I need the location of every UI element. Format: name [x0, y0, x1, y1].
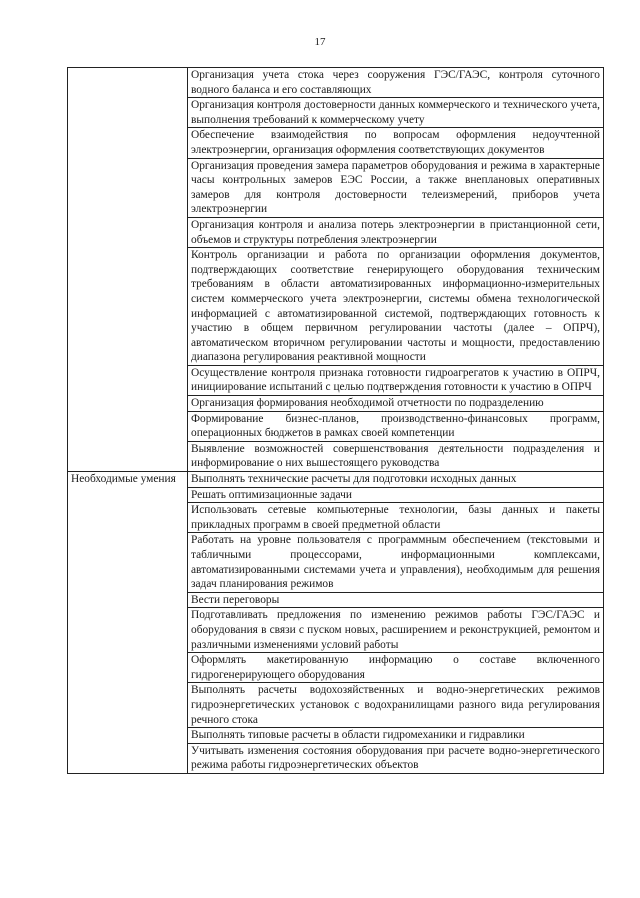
table-cell: Выявление возможностей совершенствования деятельности подразделения и информирование о них вышестоящего руководства — [188, 441, 604, 471]
table-cell: Выполнять типовые расчеты в области гидромеханики и гидравлики — [188, 728, 604, 744]
table-cell: Работать на уровне пользователя с программным обеспечением (текстовыми и табличными процессорами, информационными комплексами, автоматизированными системами учета и управления), необходимым для решения задач планирования режимов — [188, 533, 604, 592]
table-cell: Выполнять технические расчеты для подготовки исходных данных — [188, 472, 604, 488]
requirements-table — [67, 67, 604, 774]
table-cell: Формирование бизнес-планов, производственно-финансовых программ, операционных бюджетов в рамках своей компетенции — [188, 411, 604, 441]
page-number: 17 — [314, 36, 326, 48]
table-cell: Использовать сетевые компьютерные технологии, базы данных и пакеты прикладных программ в своей предметной области — [188, 503, 604, 533]
table-cell: Учитывать изменения состояния оборудования при расчете водно-энергетического режима работы гидроэнергетических объектов — [188, 743, 604, 773]
table-cell: Организация учета стока через сооружения ГЭС/ГАЭС, контроля суточного водного баланса и его составляющих — [188, 68, 604, 98]
table-cell: Контроль организации и работа по организации оформления документов, подтверждающих соответствие генерирующего оборудования техническим требованиям в области автоматизированных информационно-измерительных систем коммерческого учета электроэнергии, системы обмена технологической информацией с автоматизированной системой, подтверждающих готовность к участию в общем первичном регулировании частоты (далее – ОПРЧ), автоматическом вторичном регулировании частоты и мощности, предоставлению диапазона регулирования реактивной мощности — [188, 248, 604, 366]
table-cell: Подготавливать предложения по изменению режимов работы ГЭС/ГАЭС и оборудования в связи с пуском новых, расширением и реконструкцией, ремонтом и различными изменениями условий работы — [188, 608, 604, 653]
table-cell: Осуществление контроля признака готовности гидроагрегатов к участию в ОПРЧ, инициирование испытаний с целью подтверждения готовности к участию в ОПРЧ — [188, 365, 604, 395]
table-cell: Обеспечение взаимодействия по вопросам оформления недоучтенной электроэнергии, организация оформления соответствующих документов — [188, 128, 604, 158]
table-cell: Решать оптимизационные задачи — [188, 487, 604, 503]
table-cell: Вести переговоры — [188, 592, 604, 608]
table-row — [68, 68, 604, 98]
table-cell: Оформлять макетированную информацию о составе включенного гидрогенерирующего оборудования — [188, 653, 604, 683]
table-row — [68, 472, 604, 488]
table-cell: Организация проведения замера параметров оборудования и режима в характерные часы контрольных замеров ЕЭС России, а также внеплановых оперативных замеров для контроля достоверности телеизмерений, приборов учета электроэнергии — [188, 158, 604, 217]
section-label-skills: Необходимые умения — [68, 472, 188, 774]
table-cell: Выполнять расчеты водохозяйственных и водно-энергетических режимов гидроэнергетических установок с водохранилищами разного вида регулирования речного стока — [188, 683, 604, 728]
section-label-empty — [68, 68, 188, 472]
table-cell: Организация формирования необходимой отчетности по подразделению — [188, 396, 604, 412]
table-cell: Организация контроля и анализа потерь электроэнергии в пристанционной сети, объемов и структуры потребления электроэнергии — [188, 217, 604, 247]
table-cell: Организация контроля достоверности данных коммерческого и технического учета, выполнения требований к коммерческому учету — [188, 98, 604, 128]
